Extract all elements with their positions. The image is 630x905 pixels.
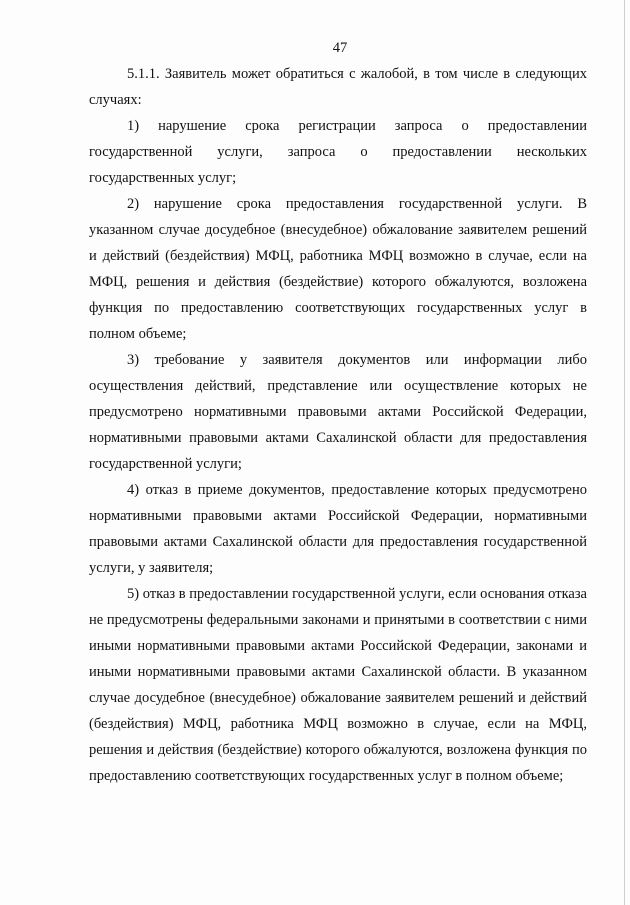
page-edge-line — [624, 0, 625, 905]
list-item-2: 2) нарушение срока предоставления государственной услуги. В указанном случае досудебное (внесудебное) обжалование заявителем решений и действий (бездействия) МФЦ, работника МФЦ возможно в случае, если на МФЦ, решения и действия (бездействие) которого обжалуются, возложена функция по предоставлению соответствующих государственных услуг в полном объеме; — [89, 196, 587, 342]
list-item-3: 3) требование у заявителя документов или информации либо осуществления действий, представление или осуществление которых не предусмотрено нормативными правовыми актами Российской Федерации, нормативными правовыми актами Сахалинской области для предоставления государственной услуги; — [89, 352, 587, 472]
page-number: 47 — [332, 40, 348, 56]
list-item-1: 1) нарушение срока регистрации запроса о предоставлении государственной услуги, запроса о предоставлении нескольких государственных услуг; — [89, 118, 587, 186]
list-item-4: 4) отказ в приеме документов, предоставление которых предусмотрено нормативными правовыми актами Российской Федерации, нормативными правовыми актами Сахалинской области для предоставления государственной услуги, у заявителя; — [89, 482, 587, 576]
list-item-5: 5) отказ в предоставлении государственной услуги, если основания отказа не предусмотрены федеральными законами и принятыми в соответствии с ними иными нормативными правовыми актами Российской Федерации, законами и иными нормативными правовыми актами Сахалинской области. В указанном случае досудебное (внесудебное) обжалование заявителем решений и действий (бездействия) МФЦ, работника МФЦ возможно в случае, если на МФЦ, решения и действия (бездействие) которого обжалуются, возложена функция по предоставлению соответствующих государственных услуг в полном объеме; — [89, 586, 587, 784]
paragraph-5-1-1: 5.1.1. Заявитель может обратиться с жалобой, в том числе в следующих случаях: — [89, 66, 587, 108]
